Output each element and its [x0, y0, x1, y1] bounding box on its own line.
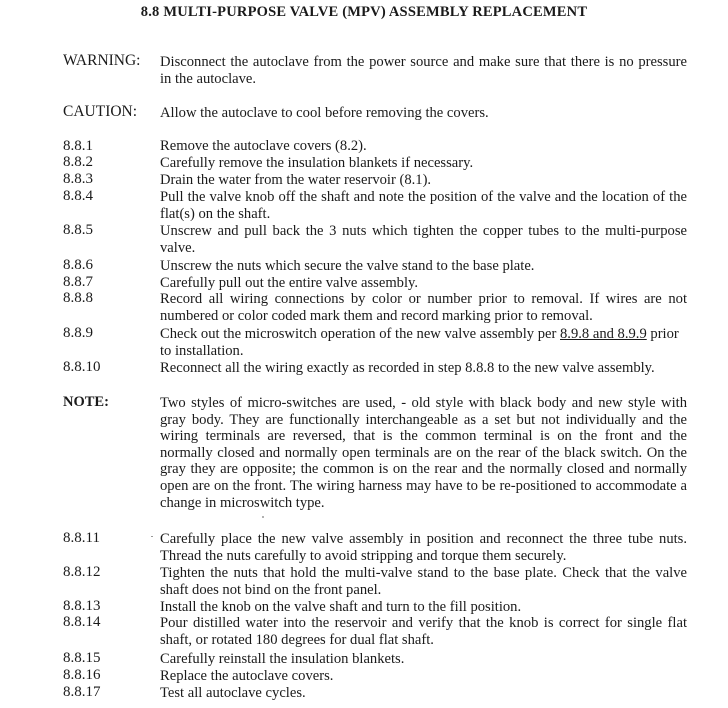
step-number: 8.8.15: [63, 650, 101, 666]
step-text: Remove the autoclave covers (8.2).: [160, 138, 367, 154]
step-number: 8.8.3: [63, 171, 93, 187]
step-text: Test all autoclave cycles.: [160, 685, 306, 701]
step-number: 8.8.13: [63, 598, 101, 614]
step-text: Unscrew and pull back the 3 nuts which tighten the copper tubes to the multi-purpose valve.: [160, 223, 687, 256]
caution-label: CAUTION:: [63, 103, 138, 120]
step-number: 8.8.7: [63, 274, 93, 290]
step-text: Reconnect all the wiring exactly as recorded in step 8.8.8 to the new valve assembly.: [160, 360, 655, 376]
step-number: 8.8.11: [63, 530, 100, 546]
scan-speck: [151, 536, 153, 537]
step-text: Carefully pull out the entire valve assembly.: [160, 275, 419, 291]
step-number: 8.8.9: [63, 325, 93, 341]
step-number: 8.8.5: [63, 222, 93, 238]
warning-label: WARNING:: [63, 52, 141, 69]
step-text: Carefully reinstall the insulation blankets.: [160, 651, 405, 667]
step-text: Install the knob on the valve shaft and turn to the fill position.: [160, 599, 522, 615]
step-number: 8.8.16: [63, 667, 101, 683]
step-number: 8.8.1: [63, 138, 93, 154]
page-title: 8.8 MULTI-PURPOSE VALVE (MPV) ASSEMBLY REPLACEMENT: [140, 4, 588, 20]
step-number: 8.8.6: [63, 257, 93, 273]
step-number: 8.8.12: [63, 564, 101, 580]
step-text: Carefully remove the insulation blankets if necessary.: [160, 155, 474, 171]
step-text: Check out the microswitch operation of the new valve assembly per 8.9.8 and 8.9.9 prior to installation.: [160, 326, 679, 359]
step-text: Pull the valve knob off the shaft and note the position of the valve and the location of the flat(s) on the shaft.: [160, 189, 687, 222]
caution-text: Allow the autoclave to cool before removing the covers.: [160, 105, 489, 121]
step-text: Tighten the nuts that hold the multi-valve stand to the base plate. Check that the valve shaft does not bind on the front panel.: [160, 565, 687, 598]
cross-reference-link[interactable]: 8.9.8 and 8.9.9: [560, 326, 647, 342]
step-number: 8.8.2: [63, 154, 93, 170]
step-number: 8.8.14: [63, 614, 101, 630]
step-text: Record all wiring connections by color or number prior to removal. If wires are not numbered or color coded mark them and record marking prior to removal.: [160, 291, 687, 324]
step-text: Drain the water from the water reservoir (8.1).: [160, 172, 432, 188]
step-number: 8.8.17: [63, 684, 101, 700]
step-text: Replace the autoclave covers.: [160, 668, 334, 684]
warning-text: Disconnect the autoclave from the power source and make sure that there is no pressure in the autoclave.: [160, 54, 687, 87]
step-text: Unscrew the nuts which secure the valve stand to the base plate.: [160, 258, 535, 274]
step-number: 8.8.8: [63, 290, 93, 306]
note-label: NOTE:: [63, 394, 109, 410]
note-text: Two styles of micro-switches are used, - old style with black body and new style with gray body. They are functionally interchangeable as a set but not individually and the wiring terminals are reversed, that is the common terminal is on the front and the normally closed and normally open terminals are on the rear of the black switch. On the gray they are opposite; the common is on the rear and the normally closed and normally open are on the front. The wiring harness may have to be re-positioned to accommodate a change in microswitch type.: [160, 395, 687, 511]
step-text: Pour distilled water into the reservoir and verify that the knob is correct for single flat shaft, or rotated 180 degrees for dual flat shaft.: [160, 615, 687, 648]
step-number: 8.8.10: [63, 359, 101, 375]
step-number: 8.8.4: [63, 188, 93, 204]
scan-speck: [262, 516, 264, 518]
step-text: Carefully place the new valve assembly in position and reconnect the three tube nuts. Thread the nuts carefully to avoid stripping and torque them securely.: [160, 531, 687, 564]
